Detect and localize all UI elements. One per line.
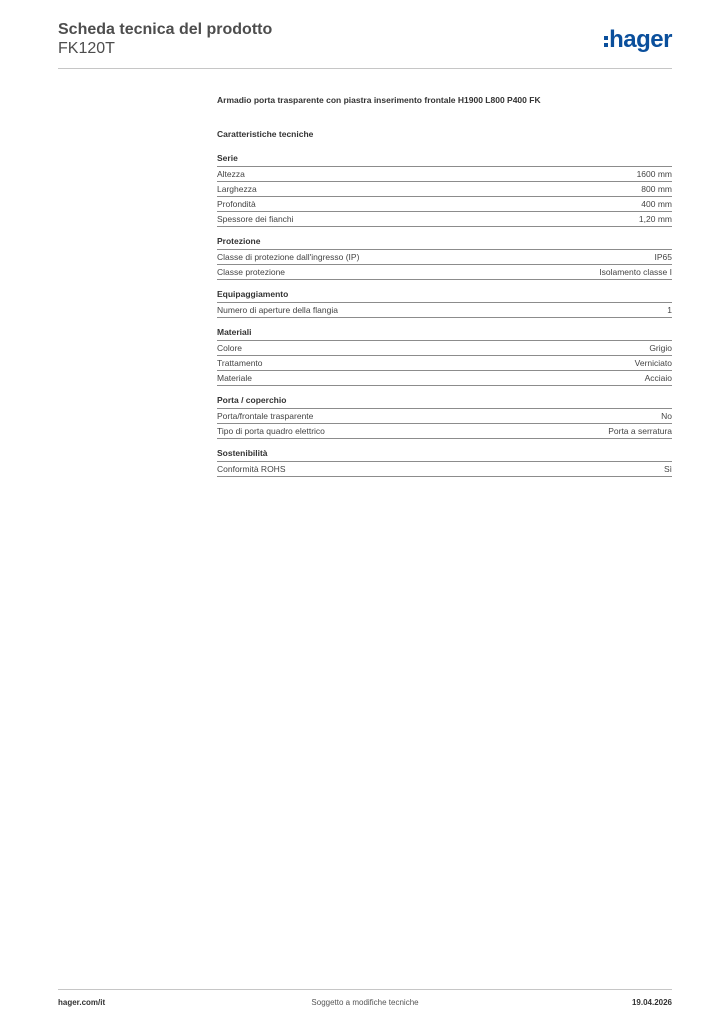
spec-value: Grigio [649, 343, 672, 353]
spec-label: Conformità ROHS [217, 464, 286, 474]
spec-row [217, 182, 672, 197]
spec-group-title: Sostenibilità [217, 447, 672, 462]
spec-label: Numero di aperture della flangia [217, 305, 338, 315]
footer-date: 19.04.2026 [631, 998, 672, 1007]
spec-value: Sì [663, 464, 672, 474]
logo-dots-icon [604, 36, 608, 47]
spec-value: Acciaio [644, 373, 672, 383]
spec-value: Isolamento classe I [599, 267, 672, 277]
spec-group-title: Materiali [217, 326, 672, 341]
spec-value: No [661, 411, 672, 421]
spec-row [217, 462, 672, 477]
spec-value: Porta a serratura [608, 426, 672, 436]
spec-groups [217, 152, 672, 477]
spec-group-title: Protezione [217, 235, 672, 250]
product-code: FK120T [58, 40, 115, 57]
spec-group [217, 326, 672, 386]
specs-heading: Caratteristiche tecniche [217, 129, 314, 139]
product-description: Armadio porta trasparente con piastra inserimento frontale H1900 L800 P400 FK [217, 95, 541, 105]
document-title: Scheda tecnica del prodotto [58, 21, 273, 38]
spec-group-title: Equipaggiamento [217, 288, 672, 303]
spec-row [217, 250, 672, 265]
spec-value: 1,20 mm [638, 214, 672, 224]
spec-group [217, 235, 672, 280]
footer-website-link[interactable]: hager.com/it [58, 998, 106, 1007]
spec-value: 1 [667, 305, 672, 315]
spec-group [217, 394, 672, 439]
spec-row [217, 409, 672, 424]
spec-row [217, 356, 672, 371]
header-divider [58, 68, 672, 69]
spec-label: Profondità [217, 199, 256, 209]
page-header [58, 20, 672, 59]
spec-row [217, 341, 672, 356]
spec-label: Colore [217, 343, 243, 353]
spec-row [217, 265, 672, 280]
spec-label: Spessore dei fianchi [217, 214, 294, 224]
spec-label: Classe di protezione dall'ingresso (IP) [217, 252, 360, 262]
spec-row [217, 424, 672, 439]
spec-value: 800 mm [641, 184, 672, 194]
footer-notice: Soggetto a modifiche tecniche [311, 998, 419, 1007]
spec-value: 400 mm [641, 199, 672, 209]
spec-group-title: Serie [217, 152, 672, 167]
spec-label: Larghezza [217, 184, 257, 194]
spec-row [217, 371, 672, 386]
spec-value: IP65 [654, 252, 672, 262]
spec-row [217, 167, 672, 182]
spec-group [217, 447, 672, 477]
spec-value: 1600 mm [636, 169, 672, 179]
spec-label: Altezza [217, 169, 245, 179]
spec-group [217, 152, 672, 227]
spec-row [217, 212, 672, 227]
spec-label: Classe protezione [217, 267, 286, 277]
footer-divider [58, 989, 672, 990]
spec-row [217, 303, 672, 318]
spec-group-title: Porta / coperchio [217, 394, 672, 409]
logo-text: hager [609, 26, 672, 53]
spec-row [217, 197, 672, 212]
hager-logo [604, 28, 672, 52]
spec-group [217, 288, 672, 318]
main-content [217, 94, 672, 477]
spec-label: Porta/frontale trasparente [217, 411, 314, 421]
spec-label: Trattamento [217, 358, 263, 368]
spec-label: Tipo di porta quadro elettrico [217, 426, 325, 436]
spec-label: Materiale [217, 373, 252, 383]
spec-value: Verniciato [634, 358, 672, 368]
